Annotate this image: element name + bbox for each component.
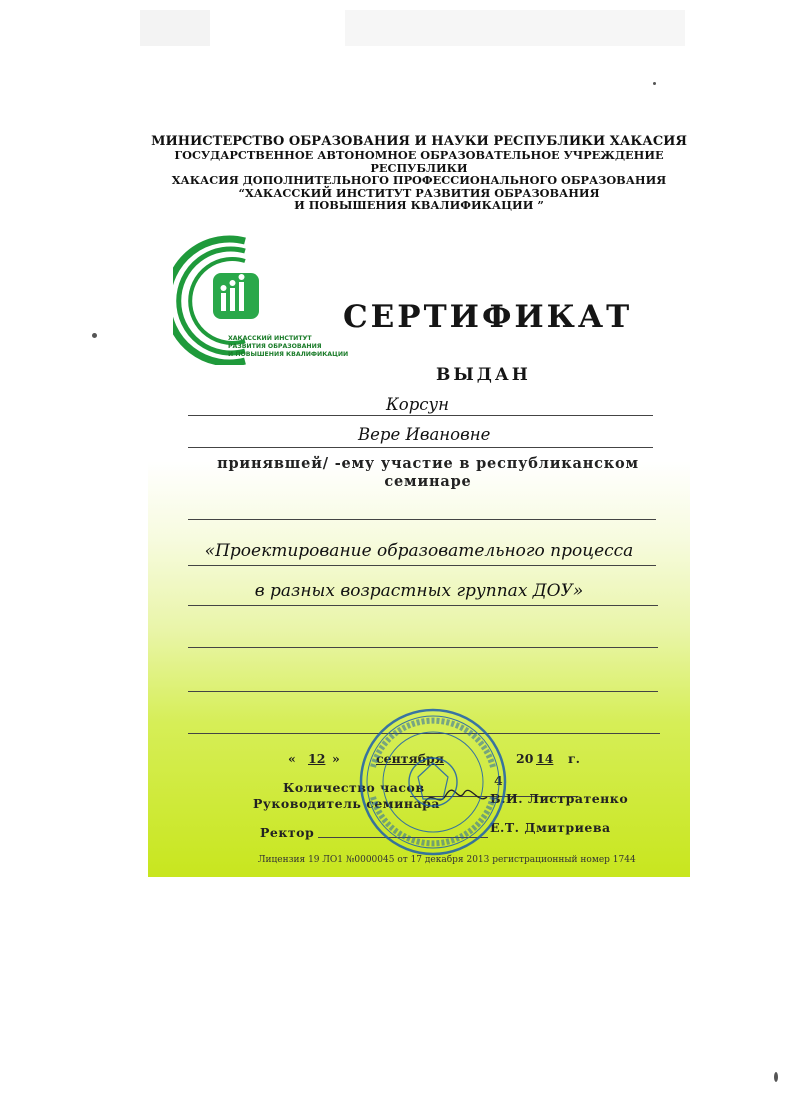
recipient-name: Вере Ивановне xyxy=(358,425,491,444)
fill-line xyxy=(188,647,658,648)
hours-value: 4 xyxy=(494,773,504,788)
leader-name: В.И. Листратенко xyxy=(490,791,629,806)
header-line-5: И ПОВЫШЕНИЯ КВАЛИФИКАЦИИ ” xyxy=(294,197,544,212)
scan-speck xyxy=(92,333,97,338)
seminar-title-line-2: в разных возрастных группах ДОУ» xyxy=(254,581,584,601)
fill-line xyxy=(188,605,658,606)
date-day: 12 xyxy=(308,751,326,766)
date-year-abbr: г. xyxy=(568,751,581,766)
certificate-header xyxy=(148,135,690,211)
fill-line xyxy=(188,691,658,692)
scan-speck xyxy=(774,1072,778,1082)
header-line-3: ХАКАСИЯ ДОПОЛНИТЕЛЬНОГО ПРОФЕССИОНАЛЬНОГО ОБРАЗОВАНИЯ xyxy=(171,173,667,188)
logo-caption xyxy=(228,335,348,358)
official-stamp-icon xyxy=(358,707,508,857)
date-year-prefix: 20 xyxy=(516,751,534,766)
scan-shadow xyxy=(345,10,685,46)
participation-text: принявшей/ -ему участие в республиканском семинаре xyxy=(217,455,639,491)
fill-line xyxy=(188,415,653,416)
recipient-surname: Корсун xyxy=(386,395,449,414)
scan-shadow xyxy=(140,10,210,46)
header-line-4: “ХАКАССКИЙ ИНСТИТУТ РАЗВИТИЯ ОБРАЗОВАНИЯ xyxy=(238,185,600,200)
date-month: сентября xyxy=(376,751,445,766)
seminar-title-line-1: «Проектирование образовательного процесса xyxy=(204,541,634,561)
header-line-1: МИНИСТЕРСТВО ОБРАЗОВАНИЯ И НАУКИ РЕСПУБЛИКИ ХАКАСИЯ xyxy=(151,134,687,149)
logo-caption-line-3: И ПОВЫШЕНИЯ КВАЛИФИКАЦИИ xyxy=(228,350,349,358)
fill-line xyxy=(188,519,656,520)
header-line-2: ГОСУДАРСТВЕННОЕ АВТОНОМНОЕ ОБРАЗОВАТЕЛЬНОЕ УЧРЕЖДЕНИЕ РЕСПУБЛИКИ xyxy=(174,148,664,175)
leader-label: Руководитель семинара xyxy=(253,796,441,811)
date-year-suffix: 14 xyxy=(536,751,554,766)
date-close-quote: » xyxy=(332,751,340,766)
logo-caption-line-1: ХАКАССКИЙ ИНСТИТУТ xyxy=(228,335,312,342)
certificate xyxy=(148,107,690,877)
scan-speck xyxy=(653,82,656,85)
issued-label: ВЫДАН xyxy=(436,365,531,385)
fill-line xyxy=(188,565,656,566)
hours-label: Количество часов xyxy=(283,780,425,795)
license-text: Лицензия 19 ЛО1 №0000045 от 17 декабря 2013 регистрационный номер 1744 xyxy=(258,855,636,865)
certificate-title: СЕРТИФИКАТ xyxy=(343,299,633,335)
rector-name: Е.Т. Дмитриева xyxy=(490,820,611,835)
logo-caption-line-2: РАЗВИТИЯ ОБРАЗОВАНИЯ xyxy=(228,342,322,350)
fill-line xyxy=(188,447,653,448)
rector-label: Ректор xyxy=(260,825,315,840)
date-open-quote: « xyxy=(288,751,296,766)
